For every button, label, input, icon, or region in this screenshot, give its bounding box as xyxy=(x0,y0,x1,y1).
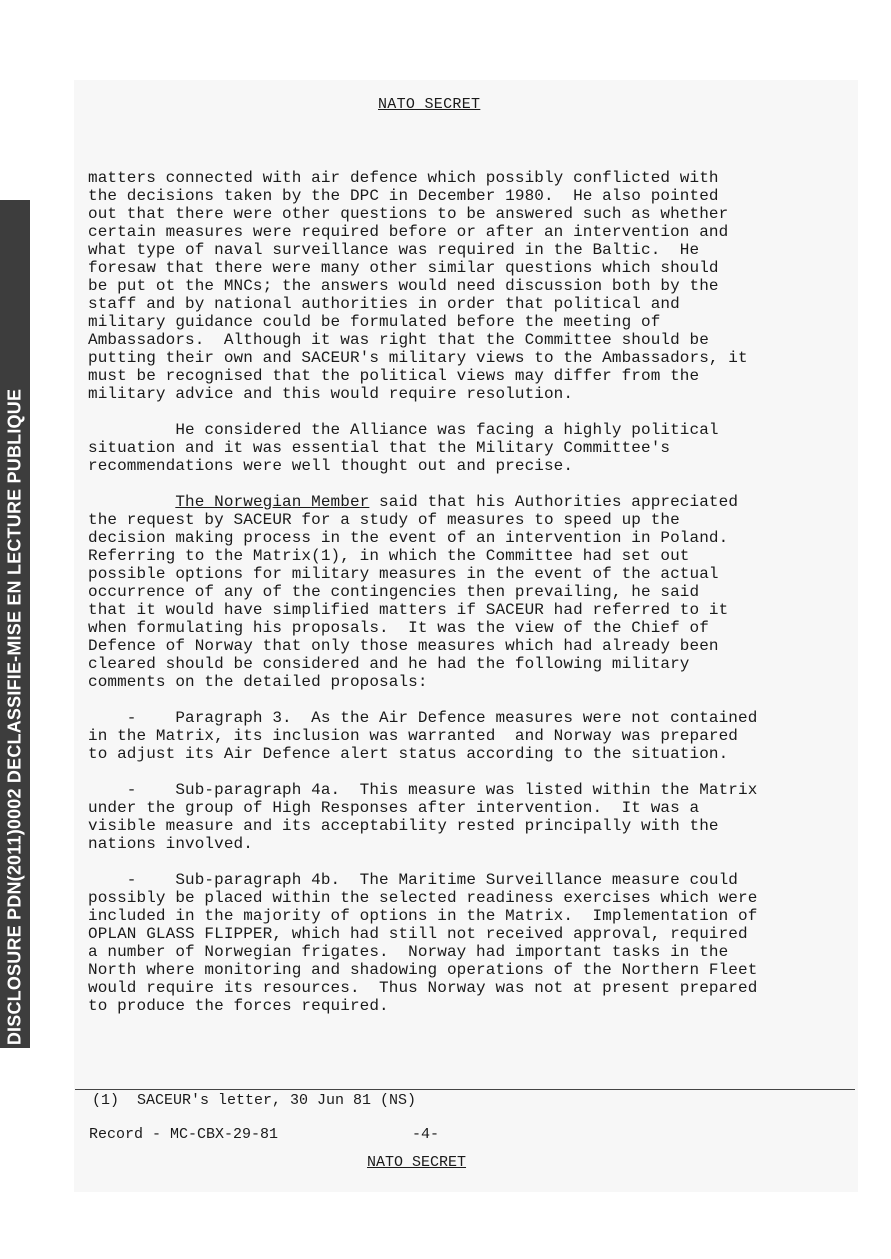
text-line: the request by SACEUR for a study of measures to speed up the xyxy=(88,511,680,529)
indent xyxy=(88,493,175,511)
text-line: to adjust its Air Defence alert status according to the situation. xyxy=(88,745,729,763)
paragraph xyxy=(88,871,848,1015)
text-line: putting their own and SACEUR's military views to the Ambassadors, it xyxy=(88,349,748,367)
text-line: He considered the Alliance was facing a highly political xyxy=(88,421,719,439)
text-line: a number of Norwegian frigates. Norway had important tasks in the xyxy=(88,943,729,961)
text-line: foresaw that there were many other similar questions which should xyxy=(88,259,719,277)
text-line: included in the majority of options in the Matrix. Implementation of xyxy=(88,907,758,925)
text-line xyxy=(88,493,848,511)
text-line: Defence of Norway that only those measures which had already been xyxy=(88,637,719,655)
paragraph xyxy=(88,493,848,691)
declassification-stamp-text: DECLASSIFIED-PUBLIC DISCLOSURE PDN(2011)0002 DECLASSIFIE-MISE EN LECTURE PUBLIQUE xyxy=(4,388,25,1259)
text-line: be put ot the MNCs; the answers would need discussion both by the xyxy=(88,277,719,295)
text-line: comments on the detailed proposals: xyxy=(88,673,428,691)
text-line-rest: said that his Authorities appreciated xyxy=(369,493,739,511)
page-number: -4- xyxy=(412,1126,440,1143)
text-line: out that there were other questions to be answered such as whether xyxy=(88,205,729,223)
text-line: Referring to the Matrix(1), in which the Committee had set out xyxy=(88,547,690,565)
footnote: (1) SACEUR's letter, 30 Jun 81 (NS) xyxy=(92,1092,417,1109)
text-line: certain measures were required before or after an intervention and xyxy=(88,223,729,241)
footer-classification: NATO SECRET xyxy=(367,1154,467,1171)
text-line: the decisions taken by the DPC in December 1980. He also pointed xyxy=(88,187,719,205)
text-line: military guidance could be formulated before the meeting of xyxy=(88,313,661,331)
text-line: nations involved. xyxy=(88,835,253,853)
document-body xyxy=(88,169,848,1033)
text-line: military advice and this would require resolution. xyxy=(88,385,574,403)
text-line: when formulating his proposals. It was the view of the Chief of xyxy=(88,619,709,637)
text-line: possibly be placed within the selected readiness exercises which were xyxy=(88,889,758,907)
text-line: OPLAN GLASS FLIPPER, which had still not received approval, required xyxy=(88,925,748,943)
text-line: North where monitoring and shadowing operations of the Northern Fleet xyxy=(88,961,758,979)
text-line: possible options for military measures in the event of the actual xyxy=(88,565,719,583)
text-line: - Paragraph 3. As the Air Defence measures were not contained xyxy=(88,709,758,727)
declassification-stamp xyxy=(0,200,30,1259)
text-line: in the Matrix, its inclusion was warranted and Norway was prepared xyxy=(88,727,739,745)
text-line: to produce the forces required. xyxy=(88,997,389,1015)
text-line: staff and by national authorities in order that political and xyxy=(88,295,680,313)
text-line: - Sub-paragraph 4a. This measure was listed within the Matrix xyxy=(88,781,758,799)
text-line: matters connected with air defence which possibly conflicted with xyxy=(88,169,719,187)
text-line: cleared should be considered and he had the following military xyxy=(88,655,690,673)
footnote-divider xyxy=(75,1089,855,1090)
speaker-name: The Norwegian Member xyxy=(175,493,370,511)
text-line: - Sub-paragraph 4b. The Maritime Surveillance measure could xyxy=(88,871,739,889)
text-line: that it would have simplified matters if SACEUR had referred to it xyxy=(88,601,729,619)
paragraph xyxy=(88,169,848,403)
text-line: occurrence of any of the contingencies then prevailing, he said xyxy=(88,583,700,601)
text-line: would require its resources. Thus Norway was not at present prepared xyxy=(88,979,758,997)
text-line: recommendations were well thought out and precise. xyxy=(88,457,574,475)
text-line: decision making process in the event of an intervention in Poland. xyxy=(88,529,729,547)
text-line: must be recognised that the political views may differ from the xyxy=(88,367,700,385)
text-line: situation and it was essential that the Military Committee's xyxy=(88,439,671,457)
text-line: visible measure and its acceptability rested principally with the xyxy=(88,817,719,835)
paragraph xyxy=(88,781,848,853)
text-line: Ambassadors. Although it was right that the Committee should be xyxy=(88,331,709,349)
record-reference: Record - MC-CBX-29-81 xyxy=(89,1126,279,1143)
text-line: under the group of High Responses after intervention. It was a xyxy=(88,799,700,817)
header-classification: NATO SECRET xyxy=(378,96,481,113)
paragraph xyxy=(88,709,848,763)
paragraph xyxy=(88,421,848,475)
text-line: what type of naval surveillance was required in the Baltic. He xyxy=(88,241,700,259)
